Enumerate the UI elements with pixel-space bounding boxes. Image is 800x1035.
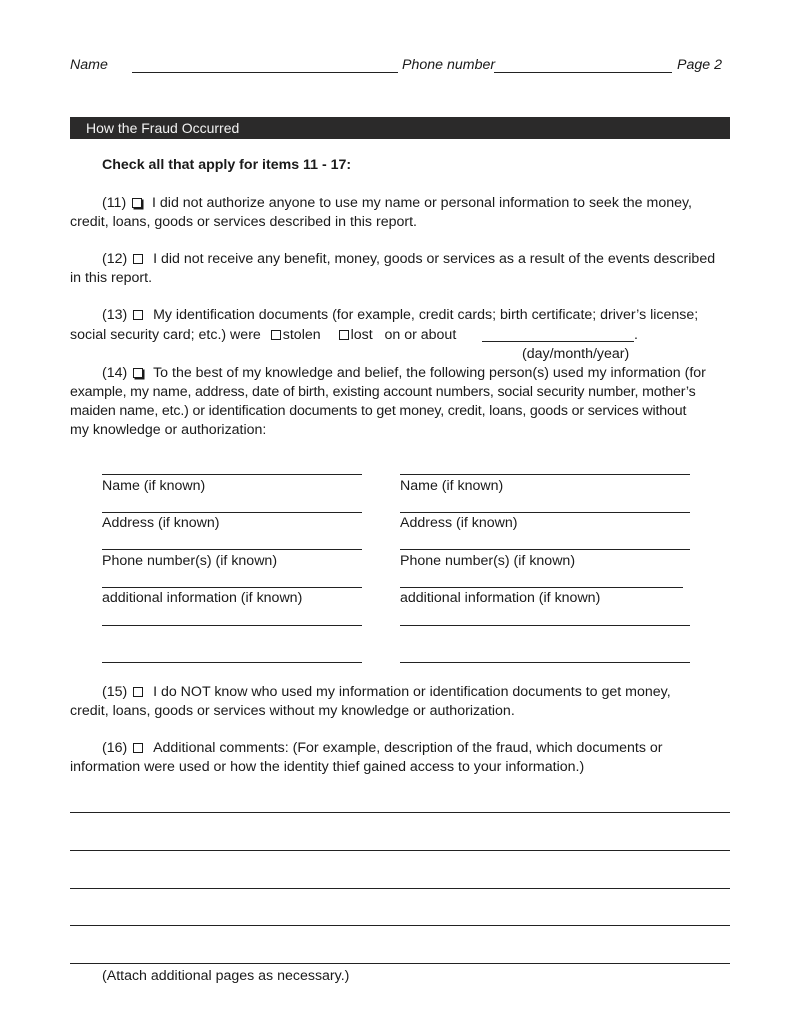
section-title: How the Fraud Occurred <box>86 120 240 136</box>
item-15-number: (15) <box>102 684 128 700</box>
item-12-text-cont: in this report. <box>70 270 153 286</box>
suspect-2-phone-field[interactable] <box>400 549 690 550</box>
comment-line-4[interactable] <box>70 925 730 926</box>
suspect-1-phone-label: Phone number(s) (if known) <box>102 553 278 569</box>
suspect-2-extra-line-1[interactable] <box>400 625 690 626</box>
comment-line-3[interactable] <box>70 888 730 889</box>
lost-checkbox[interactable] <box>339 330 349 340</box>
attach-note: (Attach additional pages as necessary.) <box>102 968 350 984</box>
name-label: Name <box>70 57 108 73</box>
name-field[interactable] <box>132 72 398 73</box>
date-field[interactable] <box>482 341 634 342</box>
suspect-1-name-label: Name (if known) <box>102 478 206 494</box>
item-16-text-cont: information were used or how the identity thief gained access to your information.) <box>70 759 585 775</box>
item-14-text: To the best of my knowledge and belief, the following person(s) used my information (for <box>153 365 706 381</box>
item-11-number: (11) <box>102 195 127 211</box>
item-12-number: (12) <box>102 251 128 267</box>
instruction-text: Check all that apply for items 11 - 17: <box>102 157 352 173</box>
item-15-text-cont: credit, loans, goods or services without my knowledge or authorization. <box>70 703 515 719</box>
suspect-2-name-label: Name (if known) <box>400 478 504 494</box>
phone-number-field[interactable] <box>494 72 672 73</box>
item-15-text: I do NOT know who used my information or identification documents to get money, <box>153 684 671 700</box>
date-format-hint: (day/month/year) <box>522 346 630 362</box>
item-11 <box>102 194 692 213</box>
item-16-checkbox[interactable] <box>133 743 143 753</box>
suspect-1-phone-field[interactable] <box>102 549 362 550</box>
on-or-about-label: on or about <box>384 327 457 343</box>
item-13-number: (13) <box>102 307 128 323</box>
item-11-checkbox[interactable] <box>132 198 142 208</box>
phone-number-label: Phone number <box>402 57 496 73</box>
suspect-2-extra-line-2[interactable] <box>400 662 690 663</box>
suspect-1-address-field[interactable] <box>102 512 362 513</box>
item-12 <box>102 250 715 269</box>
suspect-2-additional-label: additional information (if known) <box>400 590 601 606</box>
item-14-text-cont-3: my knowledge or authorization: <box>70 422 267 438</box>
item-14-checkbox[interactable] <box>133 368 143 378</box>
item-13 <box>102 306 698 325</box>
suspect-1-address-label: Address (if known) <box>102 515 220 531</box>
item-15 <box>102 683 671 702</box>
comment-line-2[interactable] <box>70 850 730 851</box>
suspect-1-name-field[interactable] <box>102 474 362 475</box>
item-15-checkbox[interactable] <box>133 687 143 697</box>
item-16-number: (16) <box>102 740 128 756</box>
comment-line-1[interactable] <box>70 812 730 813</box>
item-13-text-cont <box>70 326 456 345</box>
item-13-were-text: social security card; etc.) were <box>70 327 261 343</box>
comment-line-5[interactable] <box>70 963 730 964</box>
suspect-2-phone-label: Phone number(s) (if known) <box>400 553 576 569</box>
item-14 <box>102 364 706 383</box>
suspect-2-additional-field[interactable] <box>400 587 683 588</box>
item-12-text: I did not receive any benefit, money, goods or services as a result of the events described <box>153 251 716 267</box>
suspect-1-additional-label: additional information (if known) <box>102 590 303 606</box>
suspect-1-extra-line-2[interactable] <box>102 662 362 663</box>
item-14-text-cont-1: example, my name, address, date of birth, existing account numbers, social security number, mother’s <box>70 384 696 400</box>
suspect-2-address-label: Address (if known) <box>400 515 518 531</box>
suspect-2-name-field[interactable] <box>400 474 690 475</box>
suspect-2-address-field[interactable] <box>400 512 690 513</box>
item-13-checkbox[interactable] <box>133 310 143 320</box>
item-14-text-cont-2: maiden name, etc.) or identification documents to get money, credit, loans, goods or services without <box>70 403 687 419</box>
item-14-number: (14) <box>102 365 128 381</box>
item-16-text: Additional comments: (For example, description of the fraud, which documents or <box>153 740 663 756</box>
item-11-text: I did not authorize anyone to use my name or personal information to seek the money, <box>152 195 692 211</box>
item-16 <box>102 739 663 758</box>
page-number: Page 2 <box>677 57 722 73</box>
item-13-text: My identification documents (for example, credit cards; birth certificate; driver’s license; <box>153 307 699 323</box>
item-12-checkbox[interactable] <box>133 254 143 264</box>
item-11-text-cont: credit, loans, goods or services described in this report. <box>70 214 417 230</box>
section-banner <box>70 117 730 139</box>
suspect-1-extra-line-1[interactable] <box>102 625 362 626</box>
stolen-checkbox[interactable] <box>271 330 281 340</box>
period: . <box>634 327 638 343</box>
lost-label: lost <box>350 327 373 343</box>
stolen-label: stolen <box>282 327 321 343</box>
suspect-1-additional-field[interactable] <box>102 587 362 588</box>
